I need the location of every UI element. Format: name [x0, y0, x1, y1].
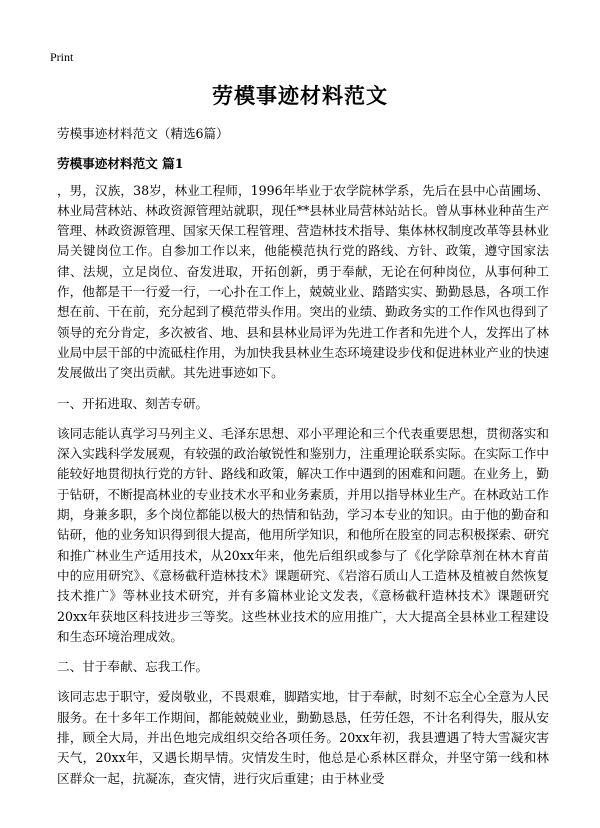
paragraph-1: 该同志能认真学习马列主义、毛泽东思想、邓小平理论和三个代表重要思想，贯彻落实和深入实践科学发展观，有较强的政治敏锐性和鉴别力，注重理论联系实际。在实际工作中能较好地贯彻执行党的方针、路线和政策，解决工作中遇到的困难和问题。在业务上，勤于钻研，不断提高林业的专业技术水平和业务素质，并用以指导林业生产。在林政站工作期，身兼多职，多个岗位都能以极大的热情和钻劲，学习本专业的知识。由于他的勤奋和钻研，他的业务知识得到很大提高，他用所学知识，和他所在股室的同志积极探索、研究和推广林业生产适用技术，从20xx年来，他先后组织或参与了《化学除草剂在林木育苗中的应用研究》、《意杨截秆造林技术》课题研究、《岩溶石质山人工造林及植被自然恢复技术推广》等林业技术研究，并有多篇林业论文发表，《意杨截秆造林技术》课题研究20xx年获地区科技进步三等奖。这些林业技术的应用推广，大大提高全县林业工程建设和生态环境治理成效。 — [57, 425, 549, 644]
heading-1: 一、开拓进取、刻苦专研。 — [57, 395, 209, 411]
document-subtitle: 劳模事迹材料范文（精选6篇） — [57, 126, 229, 141]
intro-paragraph: ，男，汉族，38岁，林业工程师，1996年毕业于农学院林学系，先后在县中心苗圃场、林业局营林站、林政资源管理站就职，现任**县林业局营林站站长。曾从事林业种苗生产管理、林政资源管理、国家天保工程管理、营造林技术指导、集体林权制度改革等县林业局关键岗位工作。自参加工作以来，他能模范执行党的路线、方针、政策，遵守国家法律、法规，立足岗位、奋发进取，开拓创新，勇于奉献，无论在何种岗位，从事何种工作，他都是干一行爱一行，一心扑在工作上，兢兢业业、踏踏实实、勤勤恳恳，各项工作想在前、干在前，充分起到了模范带头作用。突出的业绩、勤政务实的工作作风也得到了领导的充分肯定，多次被省、地、县和县林业局评为先进工作者和先进个人，发挥出了林业局中层干部的中流砥柱作用，为加快我县林业生态环境建设步伐和促进林业产业的快速发展做出了突出贡献。其先进事迹如下。 — [57, 182, 549, 381]
document-body — [57, 124, 549, 799]
heading-2: 二、甘于奉献、忘我工作。 — [57, 659, 209, 675]
page-title: 劳模事迹材料范文 — [212, 84, 388, 108]
print-link[interactable]: Print — [50, 50, 74, 64]
section-title: 劳模事迹材料范文 篇1 — [57, 156, 184, 172]
paragraph-2: 该同志忠于职守，爱岗敬业，不畏艰难，脚踏实地，甘于奉献，时刻不忘全心全意为人民服务。在十多年工作期间，都能兢兢业业，勤勤恳恳，任劳任怨，不计名利得失，服从安排，顾全大局，并出色地完成组织交给各项任务。20xx年初，我县遭遇了特大雪凝灾害天气，20xx年，又遇长期旱情。灾情发生时，他总是心系林区群众，并坚守第一线和林区群众一起，抗凝冻，查灾情，进行灾后重建；由于林业受 — [57, 689, 549, 786]
